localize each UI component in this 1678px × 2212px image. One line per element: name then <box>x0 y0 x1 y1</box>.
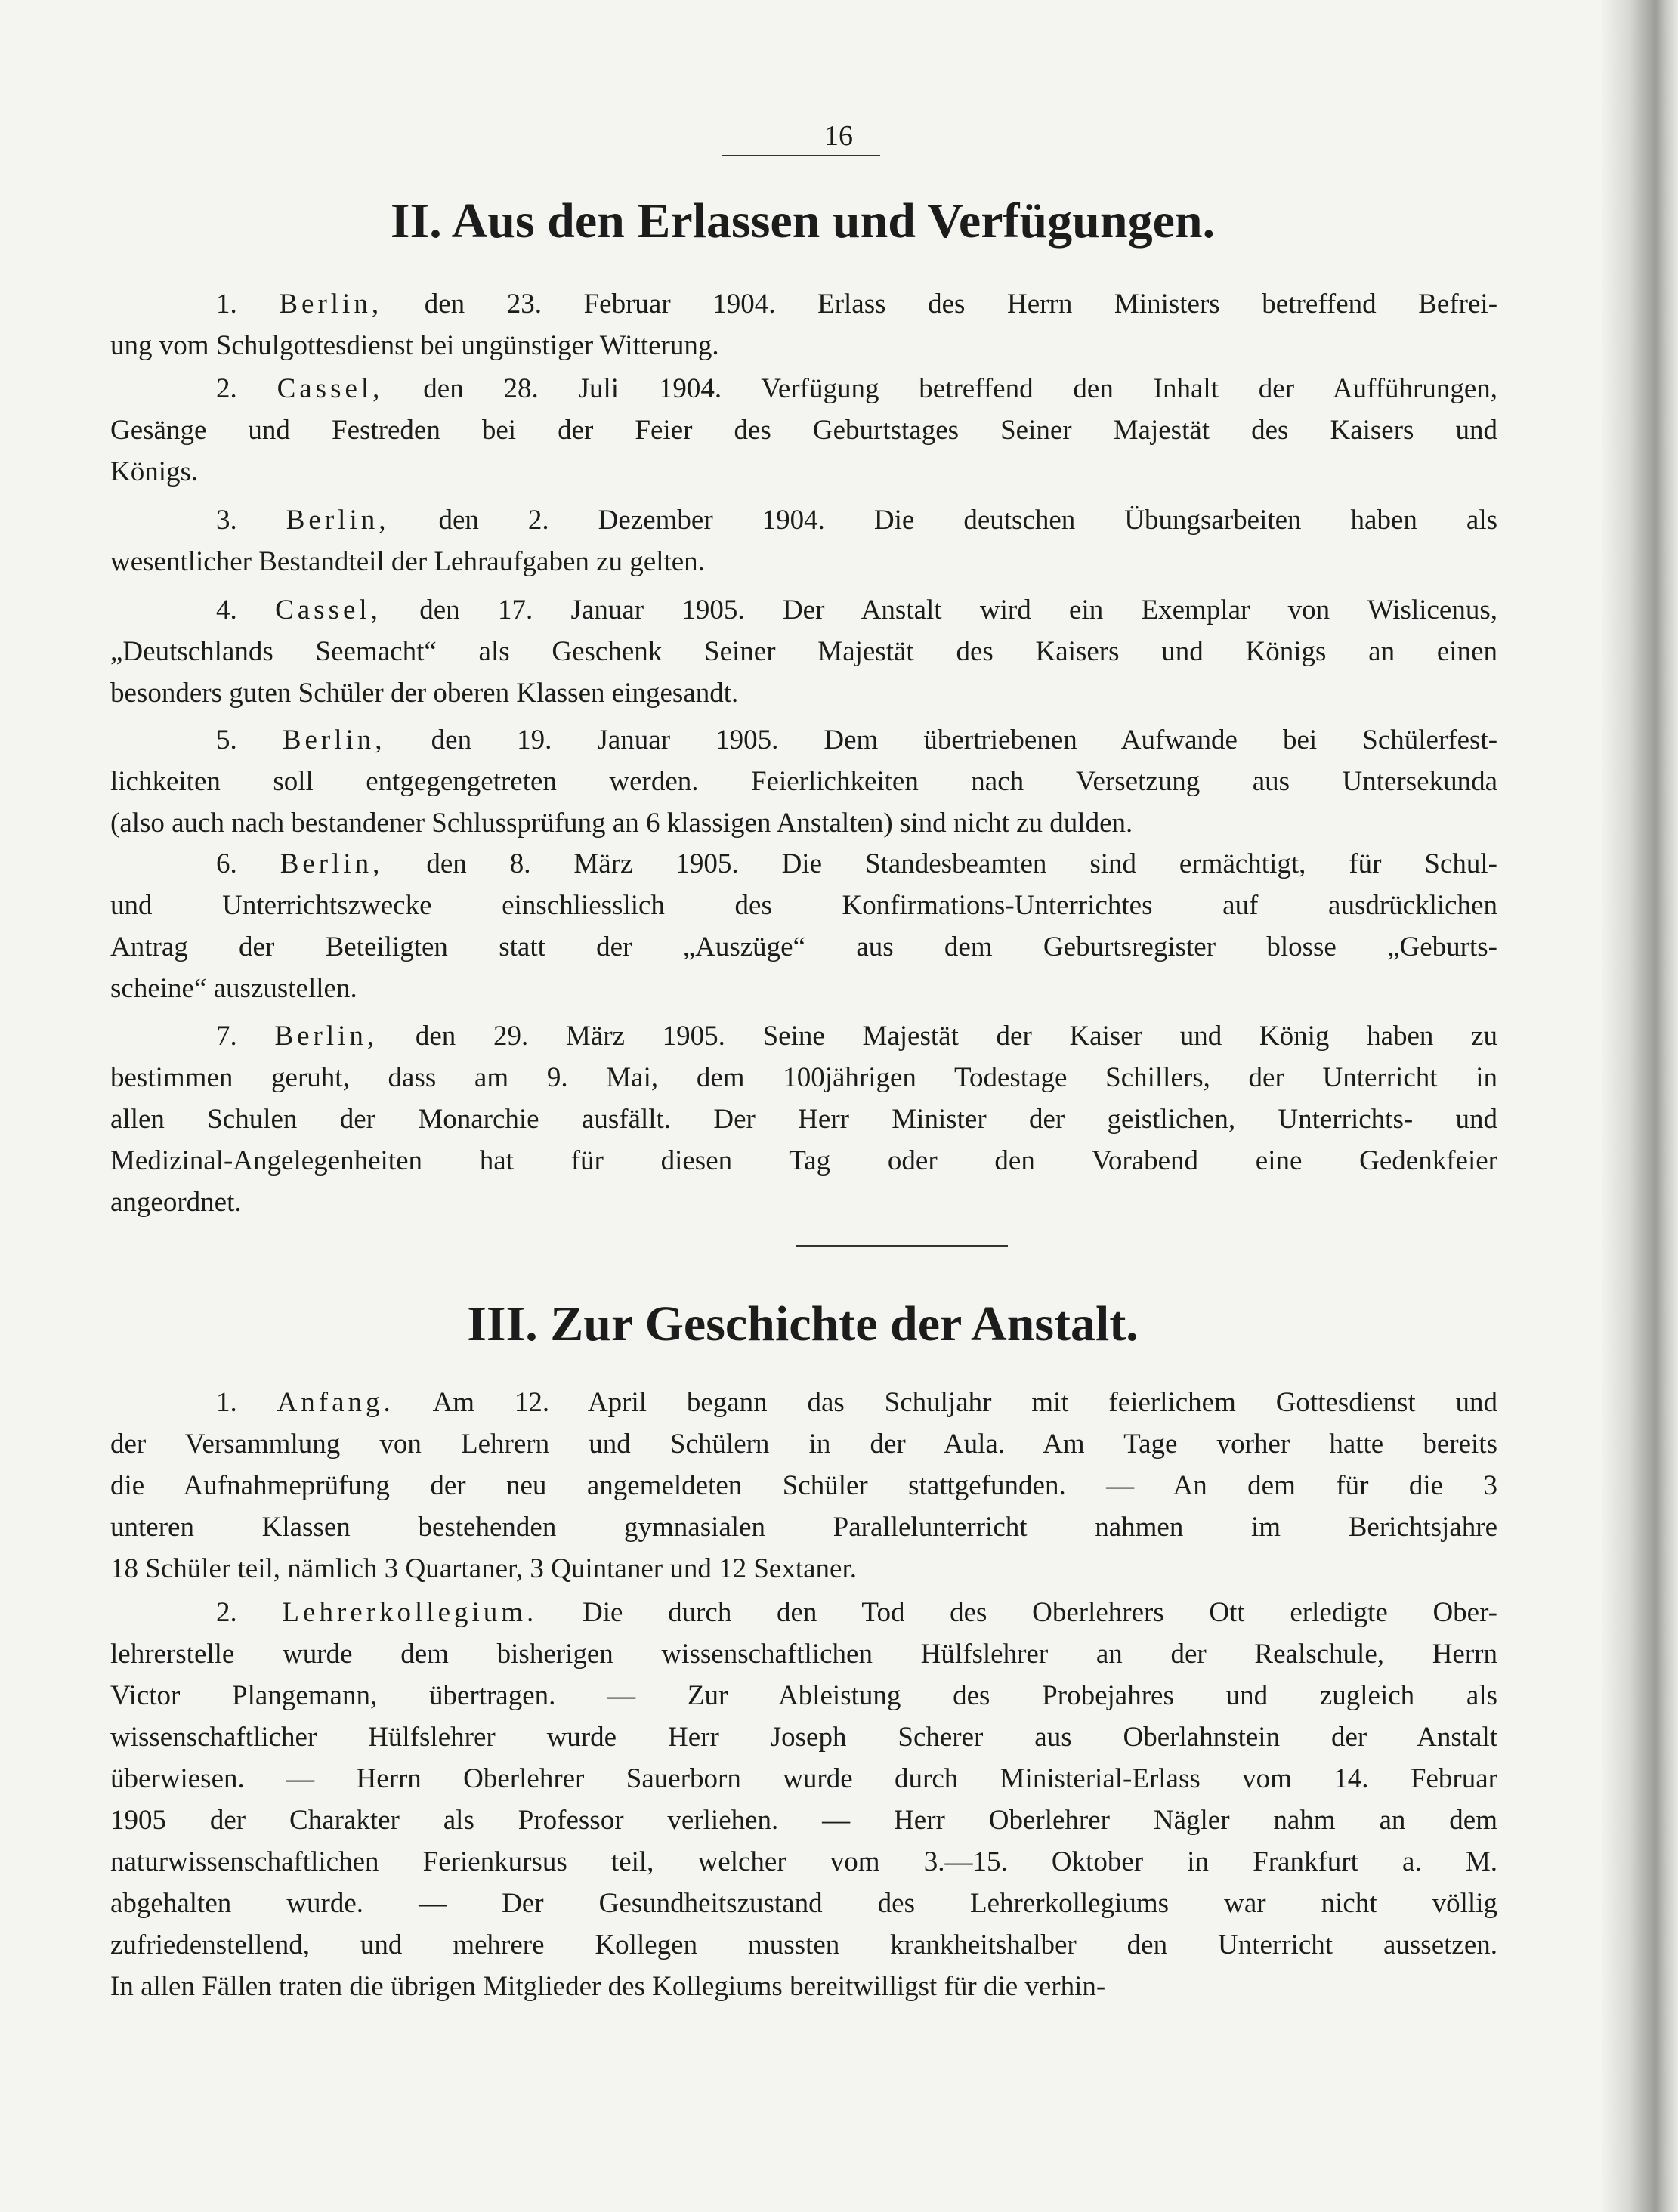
text-line <box>110 1716 1497 1758</box>
text-line <box>110 761 1497 802</box>
line-content <box>110 761 1497 802</box>
text-line <box>110 1883 1497 1924</box>
text-line <box>110 672 1497 714</box>
line-text: den 23. Februar 1904. Erlass des Herrn Ministers betreffend Befrei- <box>424 289 1498 320</box>
line-content <box>216 499 1497 541</box>
line-content <box>110 1182 1497 1223</box>
line-text: Victor Plangemann, übertragen. — Zur Ableistung des Probejahres und zugleich als <box>110 1680 1497 1711</box>
line-content <box>110 1758 1497 1800</box>
text-line <box>110 1140 1497 1182</box>
text-line <box>110 1675 1497 1716</box>
item-number: 1. <box>216 1387 237 1418</box>
line-content <box>216 283 1497 325</box>
item-place: Berlin, <box>274 1021 379 1052</box>
line-content <box>110 1140 1497 1182</box>
line-text: den 29. März 1905. Seine Majestät der Kaiser und König haben zu <box>415 1021 1498 1052</box>
line-text: den 17. Januar 1905. Der Anstalt wird ein Exemplar von Wislicenus, <box>419 595 1497 626</box>
text-line <box>110 1633 1497 1675</box>
item-number: 2. <box>216 373 237 404</box>
text-line <box>110 843 1497 885</box>
line-content <box>110 1924 1497 1966</box>
item-place: Berlin, <box>282 724 386 755</box>
line-text: lehrerstelle wurde dem bisherigen wissenschaftlichen Hülfslehrer an der Realschule, Herrn <box>110 1639 1497 1670</box>
line-content <box>110 1716 1497 1758</box>
line-text: (also auch nach bestandener Schlussprüfung an 6 klassigen Anstalten) sind nicht zu dulden. <box>110 808 1133 839</box>
text-line <box>110 1800 1497 1841</box>
item-number: 3. <box>216 505 237 536</box>
text-line <box>110 409 1497 451</box>
text-line <box>110 1382 1497 1423</box>
book-binding-shadow <box>1602 0 1678 2212</box>
line-content <box>110 1423 1497 1465</box>
paragraph <box>110 1592 1497 2007</box>
line-content <box>110 325 1497 366</box>
item-place: Berlin, <box>279 289 383 320</box>
text-line <box>110 1592 1497 1633</box>
paragraph <box>110 843 1497 1009</box>
text-line <box>110 1506 1497 1548</box>
line-text: besonders guten Schüler der oberen Klassen eingesandt. <box>110 678 739 709</box>
item-place: Lehrerkollegium. <box>282 1597 538 1628</box>
line-text: scheine“ auszustellen. <box>110 973 357 1004</box>
line-content <box>216 1382 1497 1423</box>
text-line <box>110 1758 1497 1800</box>
paragraph <box>110 499 1497 582</box>
paragraph <box>110 283 1497 366</box>
line-text: wissenschaftlicher Hülfslehrer wurde Herr Joseph Scherer aus Oberlahnstein der Anstalt <box>110 1722 1497 1753</box>
section-divider <box>796 1245 1008 1247</box>
line-content <box>216 719 1497 761</box>
line-text: den 19. Januar 1905. Dem übertriebenen Aufwande bei Schülerfest- <box>431 724 1498 755</box>
text-line <box>110 1182 1497 1223</box>
section-heading-decrees: II. Aus den Erlassen und Verfügungen. <box>390 193 1216 249</box>
line-content <box>110 1548 1497 1589</box>
line-text: angeordnet. <box>110 1187 242 1218</box>
text-line <box>110 1465 1497 1506</box>
page-number-rule <box>722 155 880 156</box>
text-line <box>110 631 1497 672</box>
text-line <box>110 1966 1497 2007</box>
line-content <box>110 451 1497 493</box>
line-text: lichkeiten soll entgegengetreten werden. Feierlichkeiten nach Versetzung aus Untersekunda <box>110 766 1497 797</box>
line-text: die Aufnahmeprüfung der neu angemeldeten Schüler stattgefunden. — An dem für die 3 <box>110 1470 1497 1501</box>
text-line <box>110 1924 1497 1966</box>
paragraph <box>110 1382 1497 1589</box>
text-line <box>110 283 1497 325</box>
line-content <box>110 1883 1497 1924</box>
line-text: abgehalten wurde. — Der Gesundheitszustand des Lehrerkollegiums war nicht völlig <box>110 1888 1497 1919</box>
paragraph <box>110 719 1497 844</box>
line-text: bestimmen geruht, dass am 9. Mai, dem 100jährigen Todestage Schillers, der Unterricht in <box>110 1062 1497 1093</box>
line-text: Die durch den Tod des Oberlehrers Ott erledigte Ober- <box>582 1597 1497 1628</box>
line-content <box>110 885 1497 926</box>
line-text: den 2. Dezember 1904. Die deutschen Übungsarbeiten haben als <box>438 505 1497 536</box>
section-heading-history: III. Zur Geschichte der Anstalt. <box>467 1296 1139 1352</box>
text-line <box>110 589 1497 631</box>
line-text: den 28. Juli 1904. Verfügung betreffend den Inhalt der Aufführungen, <box>423 373 1498 404</box>
line-text: Medizinal-Angelegenheiten hat für diesen Tag oder den Vorabend eine Gedenkfeier <box>110 1145 1497 1176</box>
text-line <box>110 885 1497 926</box>
item-number: 6. <box>216 848 237 879</box>
item-place: Anfang. <box>277 1387 394 1418</box>
line-text: 1905 der Charakter als Professor verliehen. — Herr Oberlehrer Nägler nahm an dem <box>110 1805 1497 1836</box>
paragraph <box>110 589 1497 714</box>
line-content <box>110 409 1497 451</box>
text-line <box>110 1015 1497 1057</box>
item-number: 4. <box>216 595 237 626</box>
line-text: 18 Schüler teil, nämlich 3 Quartaner, 3 Quintaner und 12 Sextaner. <box>110 1553 857 1584</box>
page-number: 16 <box>824 120 853 152</box>
item-place: Cassel, <box>275 595 382 626</box>
text-line <box>110 1057 1497 1098</box>
line-text: allen Schulen der Monarchie ausfällt. Der Herr Minister der geistlichen, Unterrichts- und <box>110 1104 1497 1135</box>
item-place: Cassel, <box>277 373 384 404</box>
item-place: Berlin, <box>280 848 384 879</box>
text-line <box>110 451 1497 493</box>
text-line <box>110 968 1497 1009</box>
item-number: 5. <box>216 724 237 755</box>
text-line <box>110 719 1497 761</box>
line-text: ung vom Schulgottesdienst bei ungünstiger Witterung. <box>110 330 719 361</box>
line-content <box>110 631 1497 672</box>
line-content <box>216 843 1497 885</box>
item-number: 7. <box>216 1021 237 1052</box>
line-text: naturwissenschaftlichen Ferienkursus teil, welcher vom 3.—15. Oktober in Frankfurt a. M. <box>110 1846 1497 1877</box>
paragraph <box>110 368 1497 493</box>
line-content <box>110 1465 1497 1506</box>
line-content <box>110 541 1497 582</box>
line-content <box>216 589 1497 631</box>
text-line <box>110 1548 1497 1589</box>
text-line <box>110 1841 1497 1883</box>
line-text: und Unterrichtszwecke einschliesslich des Konfirmations-Unterrichtes auf ausdrücklichen <box>110 890 1497 921</box>
line-content <box>216 368 1497 409</box>
line-text: In allen Fällen traten die übrigen Mitglieder des Kollegiums bereitwilligst für die verhin- <box>110 1971 1106 2002</box>
line-content <box>216 1592 1497 1633</box>
line-content <box>110 1800 1497 1841</box>
text-line <box>110 368 1497 409</box>
line-text: Gesänge und Festreden bei der Feier des Geburtstages Seiner Majestät des Kaisers und <box>110 415 1497 446</box>
item-place: Berlin, <box>286 505 390 536</box>
line-content <box>110 1098 1497 1140</box>
line-text: „Deutschlands Seemacht“ als Geschenk Seiner Majestät des Kaisers und Königs an einen <box>110 636 1497 667</box>
line-content <box>110 802 1497 844</box>
item-number: 1. <box>216 289 237 320</box>
line-text: zufriedenstellend, und mehrere Kollegen mussten krankheitshalber den Unterricht aussetzen. <box>110 1929 1497 1960</box>
line-content <box>110 1675 1497 1716</box>
line-text: überwiesen. — Herrn Oberlehrer Sauerborn wurde durch Ministerial-Erlass vom 14. Februar <box>110 1763 1497 1794</box>
line-text: Königs. <box>110 456 199 487</box>
line-content <box>110 1841 1497 1883</box>
text-line <box>110 499 1497 541</box>
line-content <box>110 1057 1497 1098</box>
line-content <box>110 926 1497 968</box>
text-line <box>110 325 1497 366</box>
line-text: unteren Klassen bestehenden gymnasialen Parallelunterricht nahmen im Berichtsjahre <box>110 1512 1497 1543</box>
line-text: wesentlicher Bestandteil der Lehraufgaben zu gelten. <box>110 546 705 577</box>
paragraph <box>110 1015 1497 1223</box>
line-text: der Versammlung von Lehrern und Schülern in der Aula. Am Tage vorher hatte bereits <box>110 1429 1497 1460</box>
text-line <box>110 926 1497 968</box>
line-content <box>110 672 1497 714</box>
line-content <box>110 968 1497 1009</box>
text-line <box>110 802 1497 844</box>
line-content <box>110 1966 1497 2007</box>
text-line <box>110 541 1497 582</box>
line-content <box>110 1506 1497 1548</box>
line-text: Antrag der Beteiligten statt der „Auszüge“ aus dem Geburtsregister blosse „Geburts- <box>110 931 1497 962</box>
text-line <box>110 1423 1497 1465</box>
line-text: Am 12. April begann das Schuljahr mit feierlichem Gottesdienst und <box>432 1387 1497 1418</box>
line-content <box>216 1015 1497 1057</box>
text-line <box>110 1098 1497 1140</box>
item-number: 2. <box>216 1597 237 1628</box>
line-text: den 8. März 1905. Die Standesbeamten sind ermächtigt, für Schul- <box>426 848 1498 879</box>
line-content <box>110 1633 1497 1675</box>
